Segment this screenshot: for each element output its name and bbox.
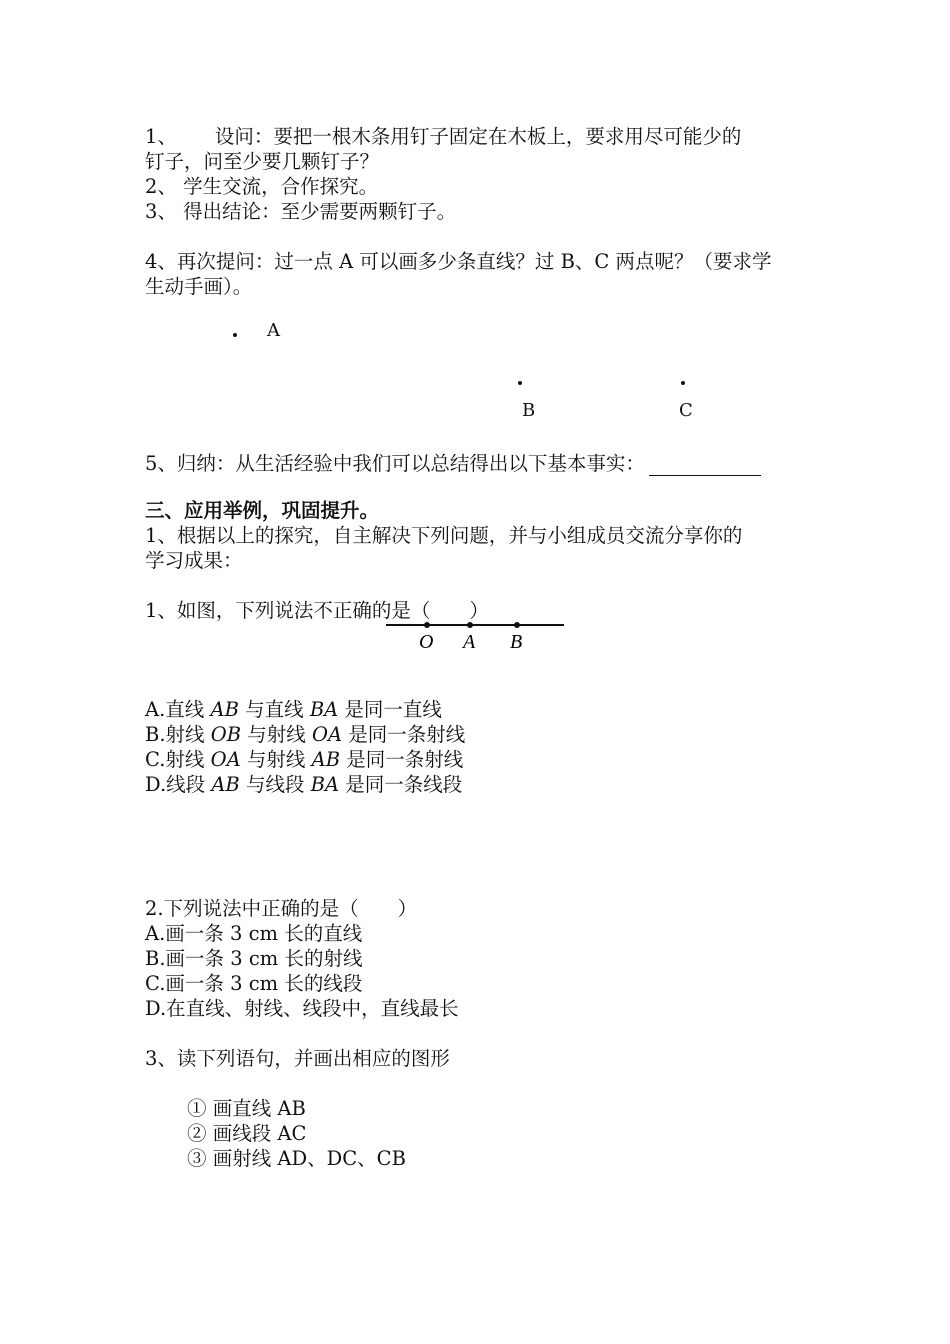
q1-c-post: 是同一条射线 bbox=[340, 748, 464, 771]
q2-option-c: C.画一条 3 cm 长的线段 bbox=[145, 972, 363, 995]
q1-option-a bbox=[145, 697, 442, 722]
q1-c-mid: 与射线 bbox=[240, 748, 312, 771]
item2: 2、 学生交流，合作探究。 bbox=[145, 175, 379, 198]
q1-label-b: B bbox=[510, 631, 523, 651]
q3-item-3: ③ 画射线 AD、DC、CB bbox=[187, 1147, 406, 1170]
item1-number: 1、 bbox=[145, 125, 177, 148]
item4-line1: 4、再次提问：过一点 A 可以画多少条直线？过 B、C 两点呢？（要求学 bbox=[145, 250, 772, 273]
section3-heading: 三、应用举例，巩固提升。 bbox=[145, 499, 380, 522]
item4-line2: 生动手画）。 bbox=[145, 275, 253, 298]
q2-stem: 2.下列说法中正确的是（ ） bbox=[145, 897, 418, 920]
q1-point-a bbox=[467, 622, 473, 628]
q1-d-post: 是同一条线段 bbox=[339, 773, 463, 796]
q1-a-pre: A.直线 bbox=[145, 698, 211, 721]
q3-item-1: ① 画直线 AB bbox=[187, 1097, 306, 1120]
q3-item-2: ② 画线段 AC bbox=[187, 1122, 307, 1145]
q1-point-o bbox=[424, 622, 430, 628]
q2-option-b: B.画一条 3 cm 长的射线 bbox=[145, 947, 363, 970]
q1-c-pre: C.射线 bbox=[145, 748, 211, 771]
point-a-label: A bbox=[267, 320, 280, 341]
q1-b-var2: OA bbox=[311, 723, 343, 746]
q1-d-mid: 与线段 bbox=[239, 773, 311, 796]
q3-stem: 3、读下列语句，并画出相应的图形 bbox=[145, 1047, 450, 1070]
q1-d-var1: AB bbox=[211, 773, 240, 796]
q2-option-a: A.画一条 3 cm 长的直线 bbox=[145, 922, 363, 945]
item1-text: 设问：要把一根木条用钉子固定在木板上，要求用尽可能少的 bbox=[214, 125, 742, 148]
q1-option-b bbox=[145, 722, 465, 747]
q1-point-b bbox=[514, 622, 520, 628]
intro-line1: 1、根据以上的探究，自主解决下列问题，并与小组成员交流分享你的 bbox=[145, 524, 743, 547]
answer-blank bbox=[649, 455, 761, 476]
q2-option-d: D.在直线、射线、线段中，直线最长 bbox=[145, 997, 459, 1020]
item3: 3、 得出结论：至少需要两颗钉子。 bbox=[145, 200, 457, 223]
q1-option-d bbox=[145, 772, 462, 797]
item1-line1 bbox=[145, 124, 741, 149]
q1-line-figure bbox=[386, 615, 566, 651]
q1-option-c bbox=[145, 747, 463, 772]
q1-label-o: O bbox=[419, 631, 434, 651]
q1-b-var1: OB bbox=[210, 723, 242, 746]
q1-d-var2: BA bbox=[310, 773, 340, 796]
intro-line2: 学习成果： bbox=[145, 549, 243, 572]
point-b-dot bbox=[518, 381, 522, 385]
q1-a-var2: BA bbox=[309, 698, 339, 721]
q1-b-pre: B.射线 bbox=[145, 723, 211, 746]
point-a-dot bbox=[233, 333, 237, 337]
q1-label-a: A bbox=[463, 631, 476, 651]
item5 bbox=[145, 451, 761, 476]
point-c-label: C bbox=[679, 400, 693, 421]
q1-a-var1: AB bbox=[210, 698, 239, 721]
q1-stem: 1、如图，下列说法不正确的是（ ） bbox=[145, 599, 489, 622]
item5-text: 5、归纳：从生活经验中我们可以总结得出以下基本事实： bbox=[145, 452, 645, 475]
q1-c-var2: AB bbox=[311, 748, 341, 771]
item1-line2: 钉子，问至少要几颗钉子？ bbox=[145, 150, 380, 173]
q1-a-post: 是同一直线 bbox=[338, 698, 442, 721]
q1-b-mid: 与射线 bbox=[241, 723, 312, 746]
q1-b-post: 是同一条射线 bbox=[342, 723, 466, 746]
point-b-label: B bbox=[522, 400, 536, 421]
q1-a-mid: 与直线 bbox=[238, 698, 310, 721]
point-c-dot bbox=[681, 381, 685, 385]
q1-c-var1: OA bbox=[210, 748, 241, 771]
q1-d-pre: D.线段 bbox=[145, 773, 212, 796]
